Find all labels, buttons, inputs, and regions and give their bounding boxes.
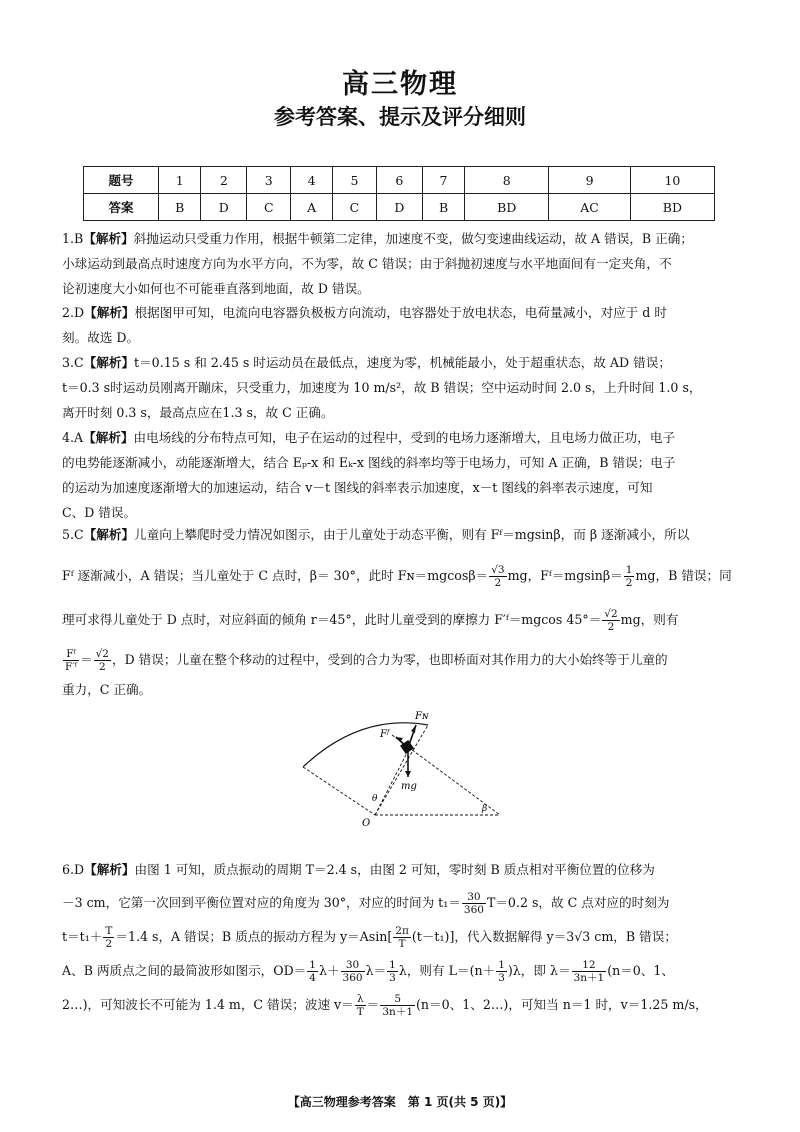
solution-text: )λ，即 λ＝ <box>507 963 571 978</box>
analysis-tag: 【解析】 <box>83 355 135 370</box>
numerator: λ <box>355 993 366 1006</box>
denominator: 360 <box>463 904 484 916</box>
solution-text: t＝0.3 s时运动员刚离开蹦床，只受重力，加速度为 10 m/s²，故 B 错误；空中运动时间 2.0 s，上升时间 1.0 s， <box>62 380 702 395</box>
solution-3 <box>62 350 737 425</box>
fraction <box>496 959 507 984</box>
numerator: 12 <box>572 959 607 972</box>
row-header-number: 题号 <box>84 167 159 194</box>
question-number: 3 <box>247 167 291 194</box>
solution-text: ，D 错误；儿童在整个移动的过程中，受到的合力为零，也即桥面对其作用力的大小始终等于儿童的 <box>111 652 668 667</box>
solution-text: 儿童向上攀爬时受力情况如图示，由于儿童处于动态平衡，则有 Fᶠ＝mgsinβ，而 β 逐渐减小，所以 <box>134 527 690 542</box>
solution-1 <box>62 226 737 301</box>
numerator: √3 <box>491 564 505 576</box>
solution-text: mg，则有 <box>620 612 679 627</box>
question-label: 3.C <box>62 355 84 370</box>
arrow-head <box>396 737 403 742</box>
solution-text: ＝ <box>366 997 380 1012</box>
solution-text: (n＝0、1、 <box>607 963 675 978</box>
solution-text: 斜抛运动只受重力作用，根据牛顿第二定律，加速度不变，做匀变速曲线运动，故 A 错误，B 正确； <box>133 231 693 246</box>
answer-cell: B <box>159 194 201 221</box>
answer-cell: D <box>376 194 422 221</box>
denominator: 4 <box>309 972 316 984</box>
question-label: 6.D <box>62 862 85 877</box>
analysis-tag: 【解析】 <box>83 527 135 542</box>
solution-text: ＝ <box>80 652 93 667</box>
denominator: 3n＋1 <box>573 972 605 984</box>
solution-6 <box>62 857 737 1018</box>
numerator: 1 <box>625 564 633 576</box>
numerator: 30 <box>462 891 486 904</box>
solution-text: ＝1.4 s，A 错误；B 质点的振动方程为 y＝Asin[ <box>115 929 393 944</box>
question-label: 2.D <box>62 305 85 320</box>
question-number: 5 <box>332 167 376 194</box>
answer-cell: C <box>247 194 291 221</box>
denominator: 3 <box>498 972 505 984</box>
solution-text: λ＋ <box>318 963 340 978</box>
radius-line <box>303 767 375 815</box>
page-title: 高三物理 <box>342 69 458 100</box>
answer-table <box>83 166 715 221</box>
analysis-tag: 【解析】 <box>83 430 134 445</box>
solution-text: 刻。故选 D。 <box>62 330 140 345</box>
solution-text: t＝t₁＋ <box>62 929 103 944</box>
fraction <box>380 993 415 1018</box>
solution-text: C、D 错误。 <box>62 505 137 520</box>
question-label: 5.C <box>62 527 84 542</box>
solution-text: mg，B 错误；同 <box>635 568 732 583</box>
arrow-head <box>405 771 411 777</box>
fraction <box>341 959 365 984</box>
solution-text: 2…)，可知波长不可能为 1.4 m，C 错误；波速 v＝ <box>62 997 354 1012</box>
solution-4 <box>62 425 737 525</box>
denominator: F′ᶠ <box>65 661 77 673</box>
solution-text: λ，则有 L＝(n＋ <box>398 963 496 978</box>
denominator: 2 <box>98 661 106 673</box>
solution-5 <box>62 522 737 702</box>
label-beta: β <box>482 804 488 814</box>
denominator: 2 <box>607 621 615 633</box>
solution-text: 离开时刻 0.3 s，最高点应在1.3 s，故 C 正确。 <box>62 405 334 420</box>
solution-text: Fᶠ 逐渐减小，A 错误；当儿童处于 C 点时，β＝ 30°，此时 Fɴ＝mgcosβ＝ <box>62 568 489 583</box>
label-theta: θ <box>372 794 378 804</box>
solution-text: (t－t₁)]，代入数据解得 y＝3√3 cm，B 错误； <box>411 929 677 944</box>
fraction <box>355 993 366 1018</box>
solution-2 <box>62 300 737 350</box>
numerator: 2π <box>395 925 409 937</box>
row-header-answer: 答案 <box>84 194 159 221</box>
denominator: 2 <box>625 577 633 589</box>
page-subtitle: 参考答案、提示及评分细则 <box>274 105 526 129</box>
numerator: √2 <box>604 608 618 620</box>
answer-cell: A <box>291 194 333 221</box>
numerator: 1 <box>498 959 505 971</box>
label-o: O <box>362 818 371 829</box>
solution-text: 的电势能逐渐减小，动能逐渐增大，结合 Eₚ-x 和 Eₖ-x 图线的斜率均等于电场力，可知 A 正确，B 错误；电子 <box>62 455 676 470</box>
numerator: 1 <box>309 959 316 971</box>
denominator: 360 <box>342 972 363 984</box>
question-label: 1.B <box>62 231 84 246</box>
numerator: 30 <box>341 959 365 972</box>
fraction <box>602 608 619 633</box>
force-diagram <box>300 705 515 830</box>
answer-cell: C <box>332 194 376 221</box>
numerator: √2 <box>95 648 109 660</box>
solution-text: T＝0.2 s，故 C 点对应的时刻为 <box>486 895 670 910</box>
denominator: 2 <box>494 577 502 589</box>
label-fn: Fɴ <box>415 711 429 722</box>
fraction <box>387 959 398 984</box>
label-mg: mg <box>401 781 417 792</box>
page-footer: 【高三物理参考答案 第 1 页(共 5 页)】 <box>287 1095 513 1109</box>
question-label: 4.A <box>62 430 84 445</box>
denominator: T <box>398 938 406 950</box>
question-number: 10 <box>630 167 714 194</box>
arrow-head <box>411 725 416 733</box>
fraction <box>624 564 635 589</box>
fraction <box>63 648 79 673</box>
numerator: T <box>105 925 113 937</box>
solution-text: mg，Fᶠ＝mgsinβ＝ <box>507 568 623 583</box>
solution-text: 的运动为加速度逐渐增大的加速运动，结合 v－t 图线的斜率表示加速度，x－t 图线的斜率表示速度，可知 <box>62 480 653 495</box>
question-number: 4 <box>291 167 333 194</box>
solution-text: 由图 1 可知，质点振动的周期 T＝2.4 s，由图 2 可知，零时刻 B 质点相对平衡位置的位移为 <box>134 862 655 877</box>
question-number: 2 <box>201 167 247 194</box>
solution-text: 由电场线的分布特点可知，电子在运动的过程中，受到的电场力逐渐增大，且电场力做正功，电子 <box>133 430 676 445</box>
numerator: Fᶠ <box>63 648 79 661</box>
fraction <box>307 959 318 984</box>
answer-cell: D <box>201 194 247 221</box>
question-number: 7 <box>422 167 464 194</box>
solution-text: 论初速度大小如何也不可能垂直落到地面，故 D 错误。 <box>62 281 370 296</box>
question-number: 9 <box>549 167 631 194</box>
answer-table-number-row <box>84 167 715 194</box>
fraction <box>462 891 486 916</box>
fraction <box>572 959 607 984</box>
denominator: 2 <box>105 938 113 950</box>
answer-cell: BD <box>630 194 714 221</box>
denominator: 3n＋1 <box>382 1006 413 1018</box>
numerator: 1 <box>389 959 396 971</box>
fraction <box>94 648 111 673</box>
solution-text: A、B 两质点之间的最简波形如图示，OD＝ <box>62 963 307 978</box>
solution-text: －3 cm，它第一次回到平衡位置对应的角度为 30°，对应的时间为 t₁＝ <box>62 895 461 910</box>
solution-text: 重力，C 正确。 <box>62 682 152 697</box>
label-ff: Fᶠ <box>380 729 390 740</box>
solution-text: (n＝0、1、2…)，可知当 n＝1 时，v＝1.25 m/s， <box>416 997 708 1012</box>
fraction <box>489 564 506 589</box>
question-number: 1 <box>159 167 201 194</box>
answer-cell: AC <box>549 194 631 221</box>
solution-text: 小球运动到最高点时速度方向为水平方向，不为零，故 C 错误；由于斜抛初速度与水平地面间有一定夹角，不 <box>62 256 672 271</box>
question-number: 8 <box>465 167 549 194</box>
denominator: 3 <box>389 972 396 984</box>
fraction <box>103 925 114 950</box>
solution-text: 理可求得儿童处于 D 点时，对应斜面的倾角 r＝45°，此时儿童受到的摩擦力 F′ᶠ＝mgcos 45°＝ <box>62 612 602 627</box>
answer-table-answer-row <box>84 194 715 221</box>
solution-text: t＝0.15 s 和 2.45 s 时运动员在最低点，速度为零，机械能最小，处于超重状态，故 AD 错误； <box>134 355 671 370</box>
analysis-tag: 【解析】 <box>83 231 134 246</box>
fraction <box>393 925 411 950</box>
analysis-tag: 【解析】 <box>84 305 135 320</box>
answer-cell: BD <box>465 194 549 221</box>
solution-text: λ＝ <box>365 963 387 978</box>
denominator: T <box>356 1006 364 1018</box>
question-number: 6 <box>376 167 422 194</box>
solution-text: 根据图甲可知，电流向电容器负极板方向流动，电容器处于放电状态，电荷量减小，对应于 d 时 <box>134 305 667 320</box>
numerator: 5 <box>380 993 415 1006</box>
analysis-tag: 【解析】 <box>84 862 135 877</box>
answer-cell: B <box>422 194 464 221</box>
